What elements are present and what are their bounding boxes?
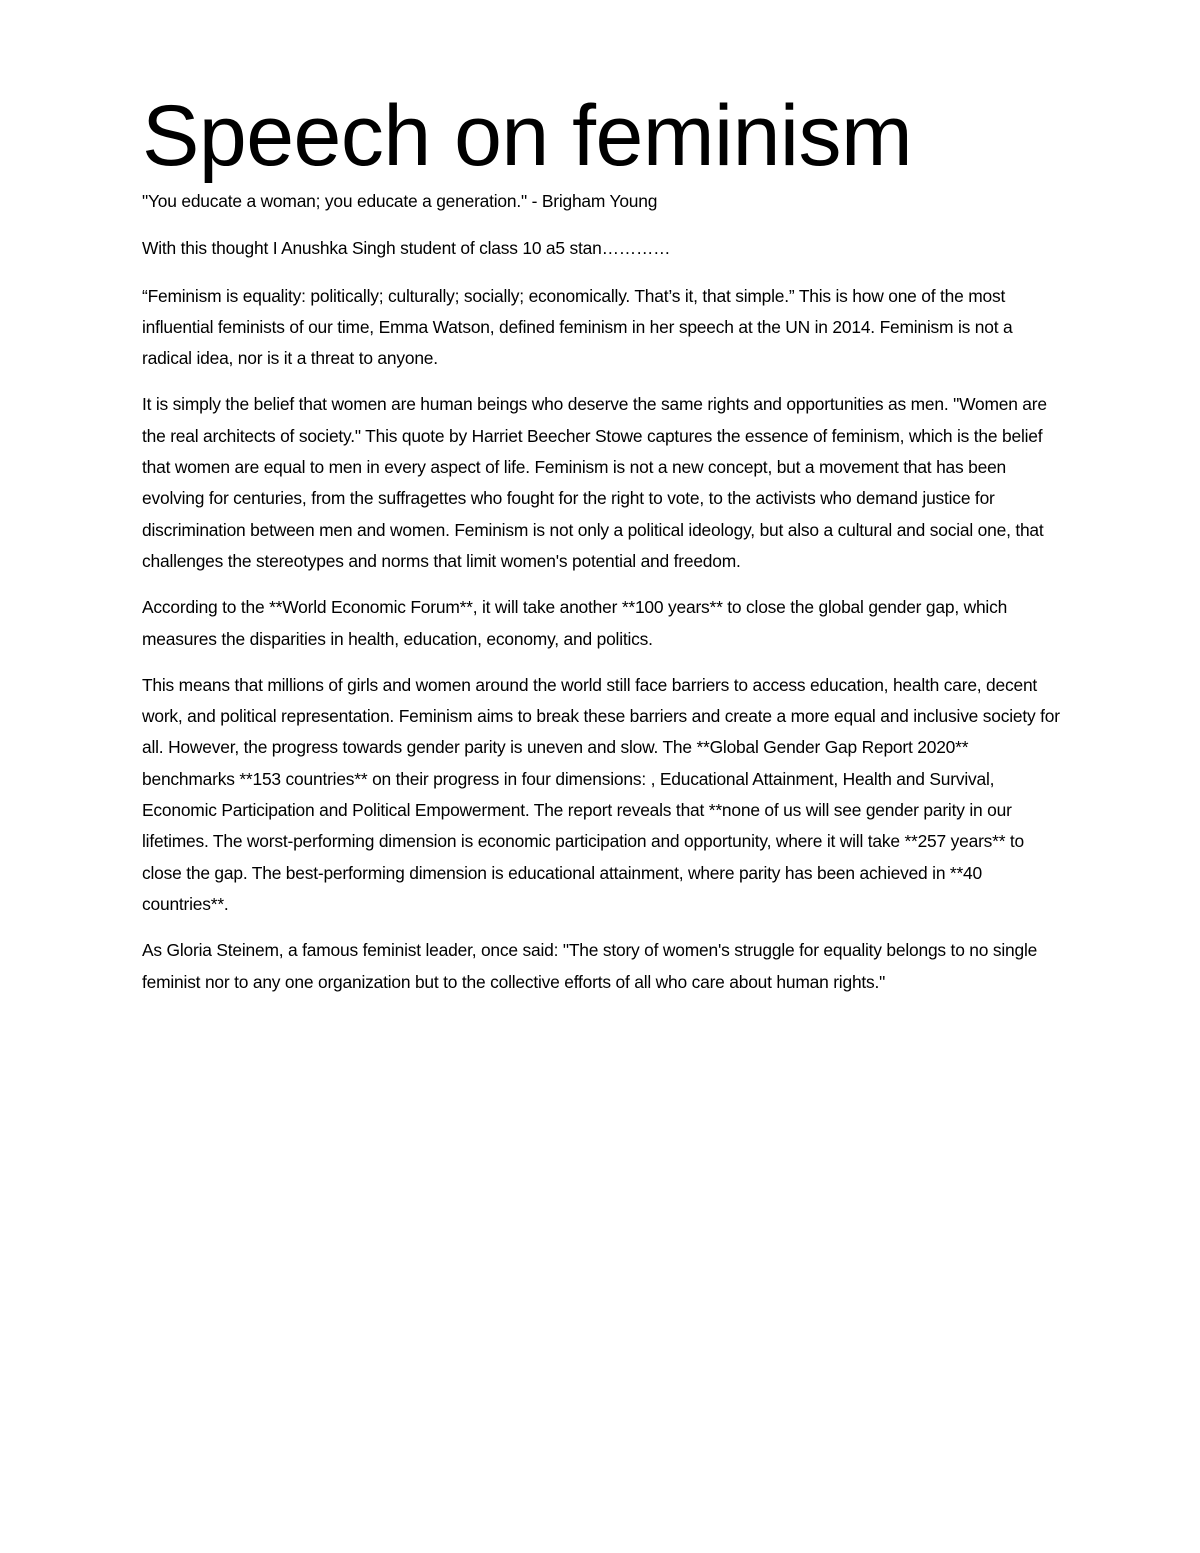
- paragraph-emma-watson: “Feminism is equality: politically; culturally; socially; economically. That’s it, that simple.” This is how one of the most influential feminists of our time, Emma Watson, defined feminism in her speech at the UN in 2014. Feminism is not a radical idea, nor is it a threat to anyone.: [142, 285, 1013, 369]
- document-title: Speech on feminism: [142, 88, 913, 184]
- paragraph-definition: It is simply the belief that women are human beings who deserve the same rights and opportunities as men. "Women are the real architects of society." This quote by Harriet Beecher Stowe captures the essence of feminism, which is the belief that women are equal to men in every aspect of life. Feminism is not a new concept, but a movement that has been evolving for centuries, from the suffragettes who fought for the right to vote, to the activists who demand justice for discrimination between men and women. Feminism is not only a political ideology, but also a cultural and social one, that challenges the stereotypes and norms that limit women's potential and freedom.: [142, 394, 1047, 571]
- paragraph-gender-gap-report: This means that millions of girls and women around the world still face barriers to access education, health care, decent work, and political representation. Feminism aims to break these barriers and create a more equal and inclusive society for all. However, the progress towards gender parity is uneven and slow. The **Global Gender Gap Report 2020** benchmarks **153 countries** on their progress in four dimensions: , Educational Attainment, Health and Survival, Economic Participation and Political Empowerment. The report reveals that **none of us will see gender parity in our lifetimes. The worst-performing dimension is economic participation and opportunity, where it will take **257 years** to close the gap. The best-performing dimension is educational attainment, where parity has been achieved in **40 countries**.: [142, 674, 1060, 914]
- paragraph-gloria-steinem: As Gloria Steinem, a famous feminist leader, once said: "The story of women's struggle for equality belongs to no single feminist nor to any one organization but to the collective efforts of all who care about human rights.": [142, 940, 1038, 992]
- paragraph-opening-quote: "You educate a woman; you educate a generation." - Brigham Young: [142, 191, 658, 211]
- document-body: [142, 88, 1064, 998]
- paragraph-introduction: With this thought I Anushka Singh student of class 10 a5 stan…………: [142, 238, 671, 259]
- paragraph-world-economic-forum: According to the **World Economic Forum**, it will take another **100 years** to close the global gender gap, which measures the disparities in health, education, economy, and politics.: [142, 597, 1008, 649]
